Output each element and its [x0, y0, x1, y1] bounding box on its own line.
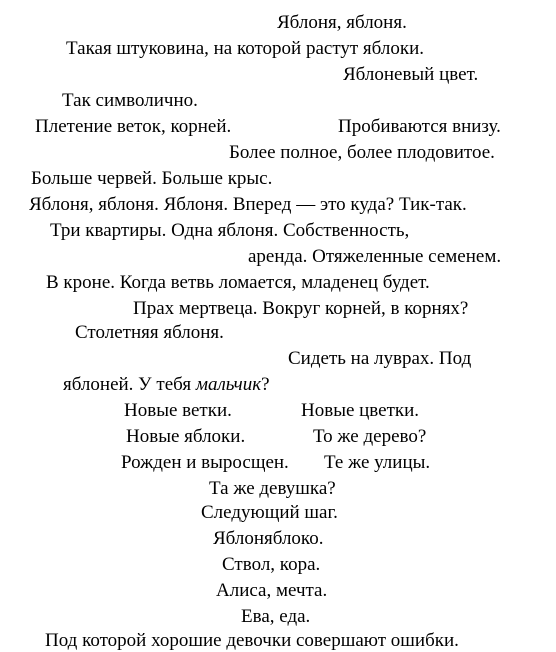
poem-line-24: Ева, еда. — [241, 606, 311, 627]
poem-line-5-right: Пробиваются внизу. — [338, 116, 501, 137]
poem-line-3: Яблоневый цвет. — [343, 64, 479, 85]
poem-line-22: Ствол, кора. — [222, 554, 321, 575]
poem-line-14: Сидеть на луврах. Под — [288, 348, 472, 369]
poem-line-1: Яблоня, яблоня. — [277, 12, 407, 33]
poem-line-2: Такая штуковина, на которой растут яблоки. — [66, 38, 424, 59]
poem-line-10: аренда. Отяжеленные семенем. — [248, 246, 502, 267]
poem-line-15-end: ? — [261, 374, 270, 395]
poem-line-18-right: Те же улицы. — [324, 452, 431, 473]
poem-line-16-right: Новые цветки. — [301, 400, 420, 421]
poem-line-6: Более полное, более плодовитое. — [229, 142, 495, 163]
poem-line-13: Столетняя яблоня. — [75, 322, 224, 343]
poem-line-15-text: яблоней. У тебя — [63, 374, 196, 395]
poem-line-18-left: Рожден и выросщен. — [121, 452, 289, 473]
poem-line-23: Алиса, мечта. — [216, 580, 328, 601]
poem-line-12: Прах мертвеца. Вокруг корней, в корнях? — [133, 298, 469, 319]
poem-line-9: Три квартиры. Одна яблоня. Собственность, — [50, 220, 410, 241]
poem-line-5-left: Плетение веток, корней. — [35, 116, 232, 137]
poem-line-11: В кроне. Когда ветвь ломается, младенец будет. — [46, 272, 430, 293]
poem-line-17-left: Новые яблоки. — [126, 426, 246, 447]
poem-line-8: Яблоня, яблоня. Яблоня. Вперед — это куда? Тик-так. — [29, 194, 467, 215]
poem-line-17-right: То же дерево? — [313, 426, 427, 447]
poem-line-20: Следующий шаг. — [201, 502, 338, 523]
poem-line-25: Под которой хорошие девочки совершают ошибки. — [45, 630, 459, 651]
poem-line-15-emphasis: мальчик — [195, 374, 262, 395]
poem-line-21: Яблоняблоко. — [213, 528, 324, 549]
poem-line-19: Та же девушка? — [209, 478, 336, 499]
poem-line-4: Так символично. — [62, 90, 198, 111]
poem-line-16-left: Новые ветки. — [124, 400, 232, 421]
poem-line-15 — [63, 374, 270, 396]
poem-line-7: Больше червей. Больше крыс. — [31, 168, 273, 189]
